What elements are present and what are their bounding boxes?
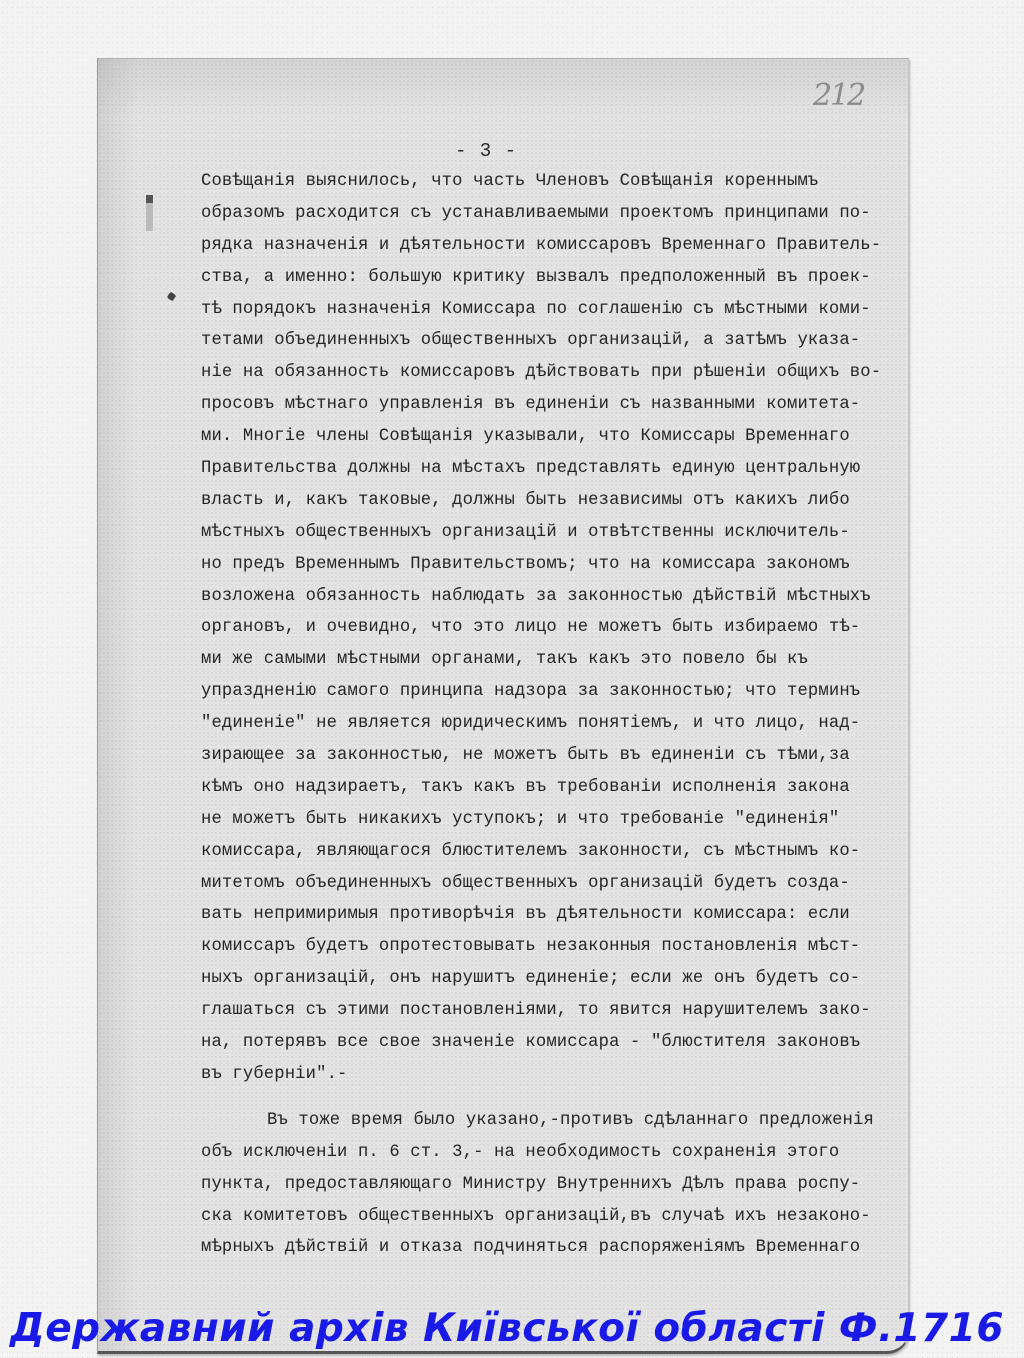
text-line: власть и, какъ таковые, должны быть независимы отъ какихъ либо <box>201 490 850 510</box>
text-line: кѣмъ оно надзираетъ, такъ какъ въ требованіи исполненія закона <box>201 777 850 797</box>
folio-number: 212 <box>813 78 865 113</box>
text-line: Совѣщанія выяснилось, что часть Членовъ Совѣщанія кореннымъ <box>201 172 819 191</box>
text-line: пункта, предоставляющаго Министру Внутреннихъ Дѣлъ права роспу- <box>201 1174 861 1194</box>
text-line: образомъ расходится съ устанавливаемыми проектомъ принципами по- <box>201 203 871 223</box>
text-line: но предъ Временнымъ Правительствомъ; что на комиссара закономъ <box>201 554 850 574</box>
page-number: - 3 - <box>455 140 518 162</box>
margin-mark <box>146 195 153 231</box>
text-line: не можетъ быть никакихъ уступокъ; и что требованіе "единенія" <box>201 809 840 829</box>
text-line: просовъ мѣстнаго управленія въ единеніи съ названными комитета- <box>201 395 861 415</box>
text-line: комиссара, являющагося блюстителемъ законности, съ мѣстнымъ ко- <box>201 841 861 861</box>
text-line: тетами объединенныхъ общественныхъ организацій, а затѣмъ указа- <box>201 331 861 351</box>
text-line: ныхъ организацій, онъ нарушитъ единеніе; если же онъ будетъ со- <box>201 969 861 989</box>
text-line: на, потерявъ все свое значеніе комиссара - "блюстителя законовъ <box>201 1033 861 1053</box>
text-line: объ исключеніи п. 6 ст. 3,- на необходимость сохраненія этого <box>201 1142 840 1162</box>
text-line: вать непримиримыя противорѣчія въ дѣятельности комиссара: если <box>201 905 850 925</box>
text-line: ми же самыми мѣстными органами, такъ какъ это повело бы къ <box>201 650 808 670</box>
text-line: зирающее за законностью, не можетъ быть въ единеніи съ тѣми,за <box>201 746 850 766</box>
text-line: упраздненію самого принципа надзора за законностью; что терминъ <box>201 682 861 702</box>
typewritten-text <box>201 166 881 1264</box>
text-line: въ губерніи".- <box>201 1064 348 1084</box>
text-line: органовъ, и очевидно, что это лицо не можетъ быть избираемо тѣ- <box>201 618 861 638</box>
text-line: ства, а именно: большую критику вызвалъ предположенный въ проек- <box>201 267 871 287</box>
paragraph-start-line: Въ тоже время было указано,-противъ сдѣланнаго предложенія <box>267 1110 874 1130</box>
text-line: мѣрныхъ дѣйствій и отказа подчиняться распоряженіямъ Временнаго <box>201 1238 861 1258</box>
text-line: "единеніе" не является юридическимъ понятіемъ, и что лицо, над- <box>201 714 861 734</box>
text-line: глашаться съ этими постановленіями, то явится нарушителемъ зако- <box>201 1001 871 1021</box>
text-line: тѣ порядокъ назначенія Комиссара по соглашенію съ мѣстными коми- <box>201 299 871 319</box>
text-line: комиссаръ будетъ опротестовывать незаконныя постановленія мѣст- <box>201 937 861 957</box>
text-line: ніе на обязанность комиссаровъ дѣйствовать при рѣшеніи общихъ во- <box>201 363 882 383</box>
text-line: возложена обязанность наблюдать за законностью дѣйствій мѣстныхъ <box>201 586 871 606</box>
archive-watermark: Державний архів Київської області Ф.1716 <box>10 1306 1004 1351</box>
text-line: Правительства должны на мѣстахъ представлять единую центральную <box>201 459 861 479</box>
text-line: рядка назначенія и дѣятельности комиссаровъ Временнаго Правитель- <box>201 235 882 255</box>
text-line: мѣстныхъ общественныхъ организацій и отвѣтственны исключитель- <box>201 522 850 542</box>
text-line: ми. Многіе члены Совѣщанія указывали, что Комиссары Временнаго <box>201 427 850 447</box>
text-line: митетомъ объединенныхъ общественныхъ организацій будетъ созда- <box>201 873 850 893</box>
text-line: ска комитетовъ общественныхъ организацій,въ случаѣ ихъ незаконо- <box>201 1206 871 1226</box>
